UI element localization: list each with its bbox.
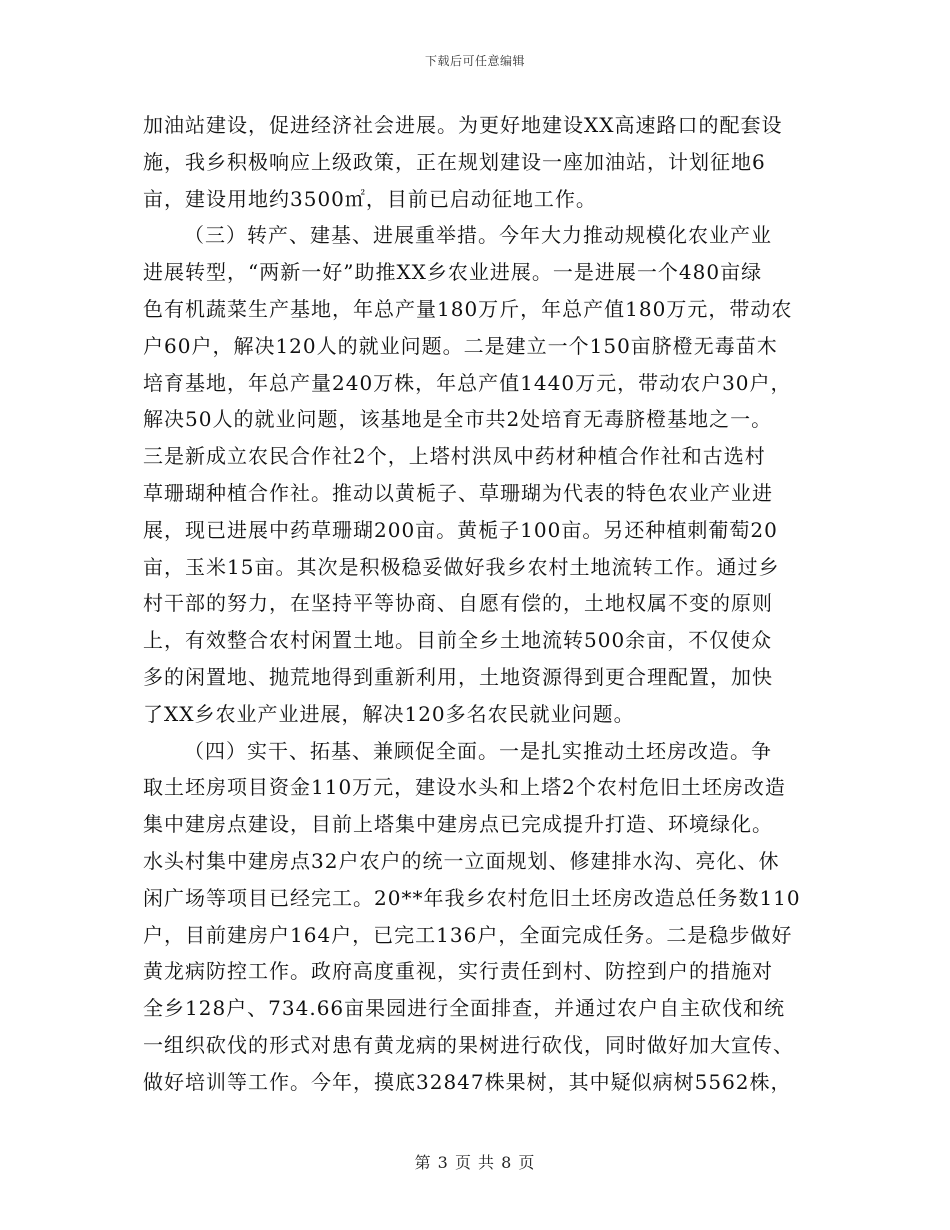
text-line: 取土坯房项目资金110万元，建设水头和上塔2个农村危旧土坯房改造 [143,775,786,800]
text-line: （三）转产、建基、进展重举措。今年大力推动规模化农业产业 [184,223,772,248]
text-line: 水头村集中建房点32户农户的统一立面规划、修建排水沟、亮化、休 [143,848,780,873]
text-line: （四）实干、拓基、兼顾促全面。一是扎实推动土坯房改造。争 [184,738,772,763]
text-line: 展，现已进展中药草珊瑚200亩。黄栀子100亩。另还种植刺葡萄20 [143,517,778,542]
document-body [143,107,811,1101]
text-line: 色有机蔬菜生产基地，年总产量180万斤，年总产值180万元，带动农 [143,296,793,321]
text-line: 施，我乡积极响应上级政策，正在规划建设一座加油站，计划征地6 [143,149,766,174]
text-line: 上，有效整合农村闲置土地。目前全乡土地流转500余亩，不仅使众 [143,628,773,653]
text-line: 了XX乡农业产业进展，解决120多名农民就业问题。 [143,701,635,726]
text-line: 集中建房点建设，目前上塔集中建房点已完成提升打造、环境绿化。 [143,812,773,837]
text-line: 户60户，解决120人的就业问题。二是建立一个150亩脐橙无毒苗木 [143,333,778,358]
text-line: 做好培训等工作。今年，摸底32847株果树，其中疑似病树5562株， [143,1069,792,1094]
text-line: 三是新成立农民合作社2个，上塔村洪凤中药材种植合作社和古选村 [143,444,766,469]
text-line: 闲广场等项目已经完工。20**年我乡农村危旧土坯房改造总任务数110 [143,885,801,910]
text-line: 草珊瑚种植合作社。推动以黄栀子、草珊瑚为代表的特色农业产业进 [143,480,773,505]
text-line: 进展转型，“两新一好”助推XX乡农业进展。一是进展一个480亩绿 [143,260,763,285]
text-line: 一组织砍伐的形式对患有黄龙病的果树进行砍伐，同时做好加大宣传、 [143,1032,794,1057]
text-line: 村干部的努力，在坚持平等协商、自愿有偿的，土地权属不变的原则 [143,591,773,616]
page-header: 下载后可任意编辑 [424,54,525,68]
text-line: 解决50人的就业问题，该基地是全市共2处培育无毒脐橙基地之一。 [143,407,773,432]
page-footer: 第 3 页 共 8 页 [414,1153,536,1172]
text-line: 全乡128户、734.66亩果园进行全面排查，并通过农户自主砍伐和统 [143,996,786,1021]
text-line: 培育基地，年总产量240万株，年总产值1440万元，带动农户30户， [143,370,792,395]
text-line: 黄龙病防控工作。政府高度重视，实行责任到村、防控到户的措施对 [143,959,773,984]
text-line: 亩，玉米15亩。其次是积极稳妥做好我乡农村土地流转工作。通过乡 [143,554,780,579]
text-line: 户，目前建房户164户，已完工136户，全面完成任务。二是稳步做好 [143,922,793,947]
text-line: 亩，建设用地约3500㎡，目前已启动征地工作。 [143,186,597,211]
text-line: 加油站建设，促进经济社会进展。为更好地建设XX高速路口的配套设 [143,113,783,137]
text-line: 多的闲置地、抛荒地得到重新利用，土地资源得到更合理配置，加快 [143,664,773,689]
